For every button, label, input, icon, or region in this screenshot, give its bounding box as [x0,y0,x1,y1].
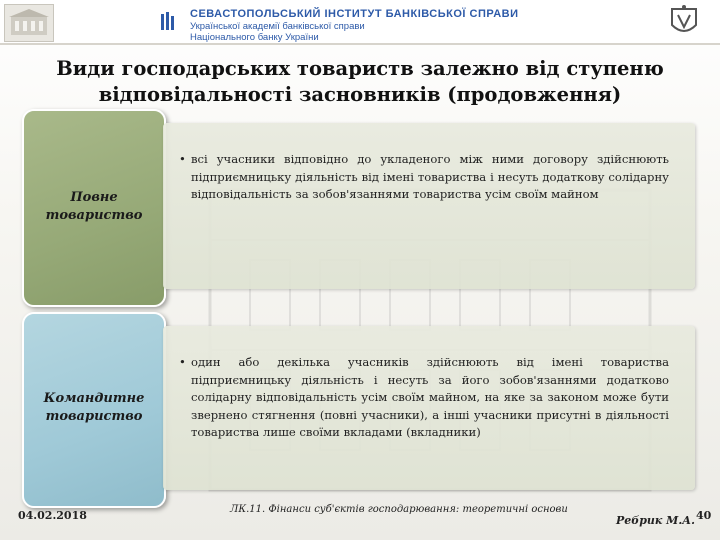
tile-label-line2: товариство [45,208,143,223]
footer-lecture-title: ЛК.11. Фінанси суб'єктів господарювання: теоретичні основи [230,504,568,515]
footer-date: 04.02.2018 [18,509,87,522]
bullet-marker: • [179,355,186,369]
header-bar [0,0,720,44]
page-number: 40 [696,509,712,522]
tile-label-line2: товариство [45,409,143,424]
description-text [179,151,669,204]
slide-title: Види господарських товариств залежно від ступеню відповідальності засновників (продовження) [56,57,664,106]
tile-label-line1: Командитне [43,391,145,406]
header-divider [0,43,720,45]
institute-subtitle-2: Національного банку України [190,32,319,43]
footer-author: Ребрик М.А. [616,514,695,527]
description-body: всі учасники відповідно до укладеного між ними договору здійснюють підприємницьку діяльність від імені товариства і несуть додаткову солідарну відповідальність за зобов'язаннями товариства усім своїм майном [191,152,669,202]
description-panel-limited-partnership [163,326,695,490]
tile-label-line1: Повне [70,190,118,205]
institute-subtitle-1: Української академії банківської справи [190,21,365,32]
bullet-marker: • [179,152,186,166]
institute-name: СЕВАСТОПОЛЬСЬКИЙ ІНСТИТУТ БАНКІВСЬКОЇ СПРАВИ [190,8,519,20]
tile-full-partnership [22,109,166,307]
building-logo-icon [4,4,54,42]
description-body: один або декілька учасників здійснюють від імені товариства підприємницьку діяльність і несуть за його зобов'язаннями додатково солідарну відповідальність усім своїм майном, на яке за законом може бути звернено стягнення (повні учасники), а інші учасники присутні в діяльності товариства лише своїми вкладами (вкладники) [191,355,669,440]
tile-limited-partnership [22,312,166,508]
bank-emblem-icon [160,10,178,32]
description-panel-full-partnership [163,123,695,289]
description-text [179,354,669,442]
coat-of-arms-icon [664,3,704,41]
